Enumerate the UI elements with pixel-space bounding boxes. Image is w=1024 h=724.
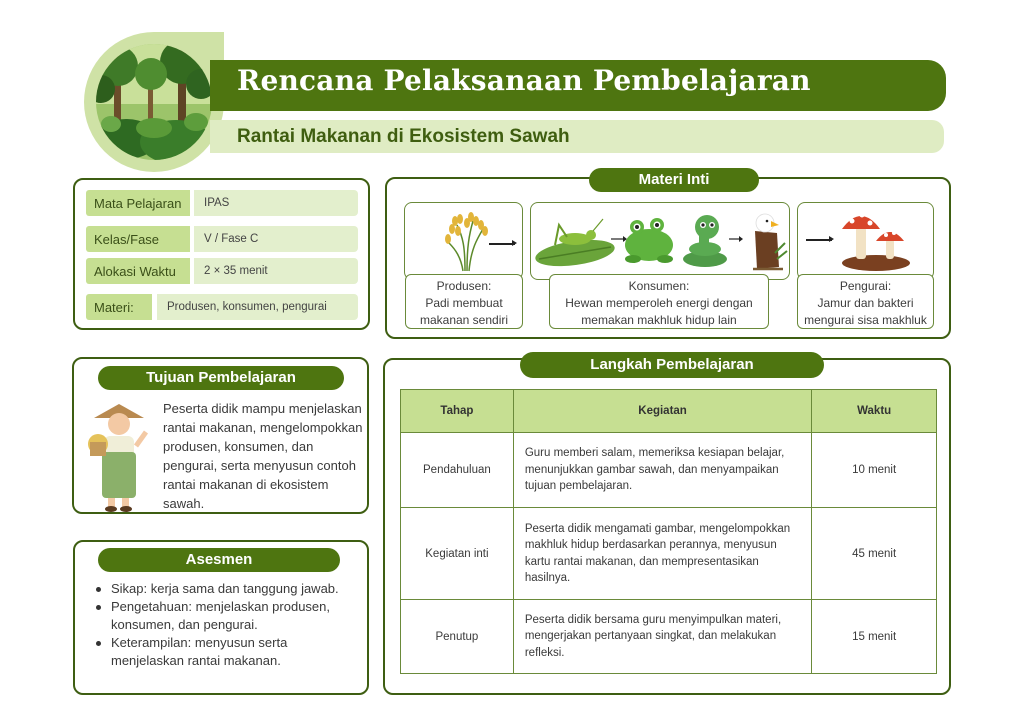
asesmen-title: Asesmen — [98, 548, 340, 572]
cell-tahap: Kegiatan inti — [401, 508, 514, 600]
info-label-kelas: Kelas/Fase — [86, 226, 190, 252]
produsen-head: Produsen: — [436, 279, 492, 293]
materi-title: Materi Inti — [589, 168, 759, 192]
cell-waktu: 10 menit — [812, 433, 937, 508]
info-label-alokasi: Alokasi Waktu — [86, 258, 190, 284]
table-header-row — [401, 390, 937, 433]
rice-plant-icon — [443, 207, 503, 273]
cell-tahap: Penutup — [401, 600, 514, 674]
list-item: Sikap: kerja sama dan tanggung jawab. — [94, 580, 354, 598]
konsumen-image-box — [530, 202, 790, 280]
pengurai-body: Jamur dan bakteri mengurai sisa makhluk — [804, 296, 927, 327]
konsumen-body: Hewan memperoleh energi dengan memakan makhluk hidup lain — [565, 296, 753, 327]
table-row — [401, 600, 937, 674]
pengurai-image-box — [797, 202, 934, 280]
pengurai-caption — [797, 274, 934, 329]
cell-kegiatan: Guru memberi salam, memeriksa kesiapan belajar, menunjukkan gambar sawah, dan menyampaikan tujuan pembelajaran. — [513, 433, 811, 508]
arrow-icon — [806, 239, 832, 241]
header-tahap: Tahap — [401, 390, 514, 433]
forest-illustration — [96, 44, 212, 160]
langkah-table — [400, 389, 937, 674]
asesmen-list — [94, 580, 354, 670]
info-value-alokasi: 2 × 35 menit — [194, 258, 358, 284]
mushroom-icon — [836, 205, 916, 275]
info-label-materi: Materi: — [86, 294, 152, 320]
tujuan-title: Tujuan Pembelajaran — [98, 366, 344, 390]
produsen-image-box — [404, 202, 523, 280]
table-row — [401, 433, 937, 508]
langkah-title: Langkah Pembelajaran — [520, 352, 824, 378]
page-subtitle: Rantai Makanan di Ekosistem Sawah — [237, 126, 570, 147]
tujuan-text: Peserta didik mampu menjelaskan rantai makanan, mengelompokkan produsen, konsumen, dan pengurai, serta menyusun contoh rantai makanan di ekosistem sawah. — [163, 401, 363, 511]
list-item: Pengetahuan: menjelaskan produsen, konsumen, dan pengurai. — [94, 598, 354, 634]
food-chain-animals-icon — [533, 203, 789, 279]
cell-tahap: Pendahuluan — [401, 433, 514, 508]
info-label-mapel: Mata Pelajaran — [86, 190, 190, 216]
konsumen-caption — [549, 274, 769, 329]
produsen-caption — [405, 274, 523, 329]
arrow-icon — [489, 243, 515, 245]
cell-waktu: 15 menit — [812, 600, 937, 674]
header-waktu: Waktu — [812, 390, 937, 433]
konsumen-head: Konsumen: — [628, 279, 690, 293]
info-value-mapel: IPAS — [194, 190, 358, 216]
cell-kegiatan: Peserta didik mengamati gambar, mengelompokkan makhluk hidup berdasarkan perannya, menyusun kartu rantai makanan, dan mempresentasikan hasilnya. — [513, 508, 811, 600]
table-row — [401, 508, 937, 600]
page-title: Rencana Pelaksanaan Pembelajaran — [237, 64, 811, 97]
info-value-materi: Produsen, konsumen, pengurai — [157, 294, 358, 320]
farmer-child-illustration — [86, 396, 156, 516]
info-value-kelas: V / Fase C — [194, 226, 358, 252]
list-item: Keterampilan: menyusun serta menjelaskan rantai makanan. — [94, 634, 354, 670]
produsen-body: Padi membuat makanan sendiri — [419, 296, 509, 327]
cell-waktu: 45 menit — [812, 508, 937, 600]
cell-kegiatan: Peserta didik bersama guru menyimpulkan materi, mengerjakan pertanyaan singkat, dan melakukan refleksi. — [513, 600, 811, 674]
pengurai-head: Pengurai: — [839, 279, 892, 293]
header-kegiatan: Kegiatan — [513, 390, 811, 433]
